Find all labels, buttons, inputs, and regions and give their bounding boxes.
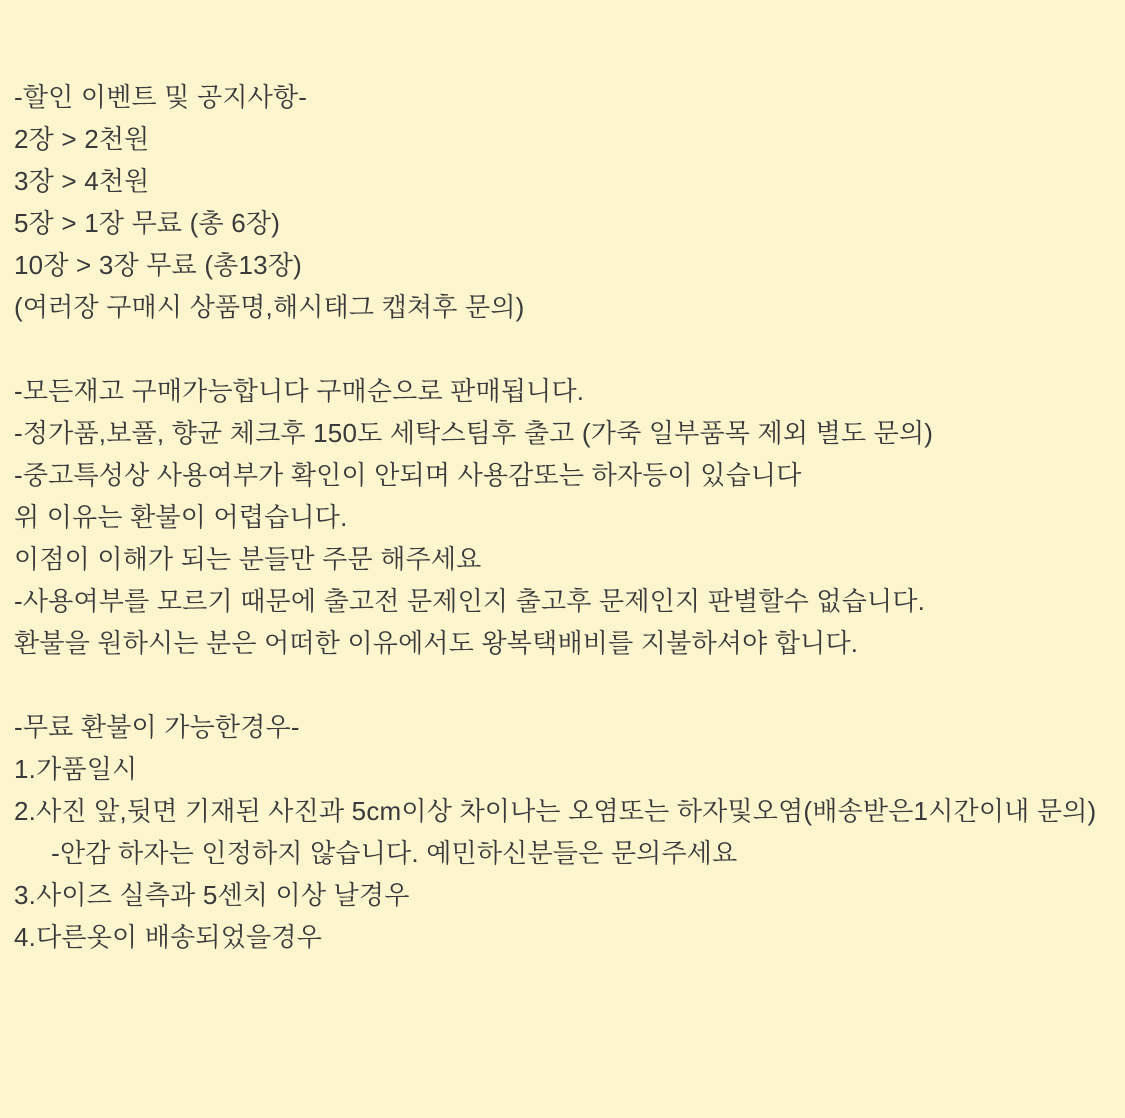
policy-line: 환불을 원하시는 분은 어떠한 이유에서도 왕복택배비를 지불하셔야 합니다. [14, 628, 859, 658]
section-spacer [14, 664, 1115, 706]
free-refund-section-title: -무료 환불이 가능한경우- [14, 712, 300, 742]
free-refund-line: 4.다른옷이 배송되었을경우 [14, 922, 322, 952]
discount-line: 10장 > 3장 무료 (총13장) [14, 250, 302, 280]
policy-line: 이점이 이해가 되는 분들만 주문 해주세요 [14, 544, 482, 574]
policy-line: -모든재고 구매가능합니다 구매순으로 판매됩니다. [14, 376, 585, 406]
discount-line: 2장 > 2천원 [14, 124, 150, 154]
policy-line: -중고특성상 사용여부가 확인이 안되며 사용감또는 하자등이 있습니다 [14, 460, 802, 490]
section-spacer [14, 328, 1115, 370]
discount-line: 3장 > 4천원 [14, 166, 150, 196]
policy-line: 위 이유는 환불이 어렵습니다. [14, 502, 348, 532]
policy-line: -사용여부를 모르기 때문에 출고전 문제인지 출고후 문제인지 판별할수 없습니다. [14, 586, 926, 616]
free-refund-line: 2.사진 앞,뒷면 기재된 사진과 5cm이상 차이나는 오염또는 하자및오염(배송받은1시간이내 문의) [14, 796, 1097, 826]
free-refund-line: 1.가품일시 [14, 754, 138, 784]
policy-line: -정가품,보풀, 향균 체크후 150도 세탁스팀후 출고 (가죽 일부품목 제외 별도 문의) [14, 418, 934, 448]
free-refund-line: 3.사이즈 실측과 5센치 이상 날경우 [14, 880, 410, 910]
free-refund-line: -안감 하자는 인정하지 않습니다. 예민하신분들은 문의주세요 [14, 838, 738, 868]
discount-line: 5장 > 1장 무료 (총 6장) [14, 208, 281, 238]
discount-section-title: -할인 이벤트 및 공지사항- [14, 82, 308, 112]
discount-line: (여러장 구매시 상품명,해시태그 캡쳐후 문의) [14, 292, 525, 322]
